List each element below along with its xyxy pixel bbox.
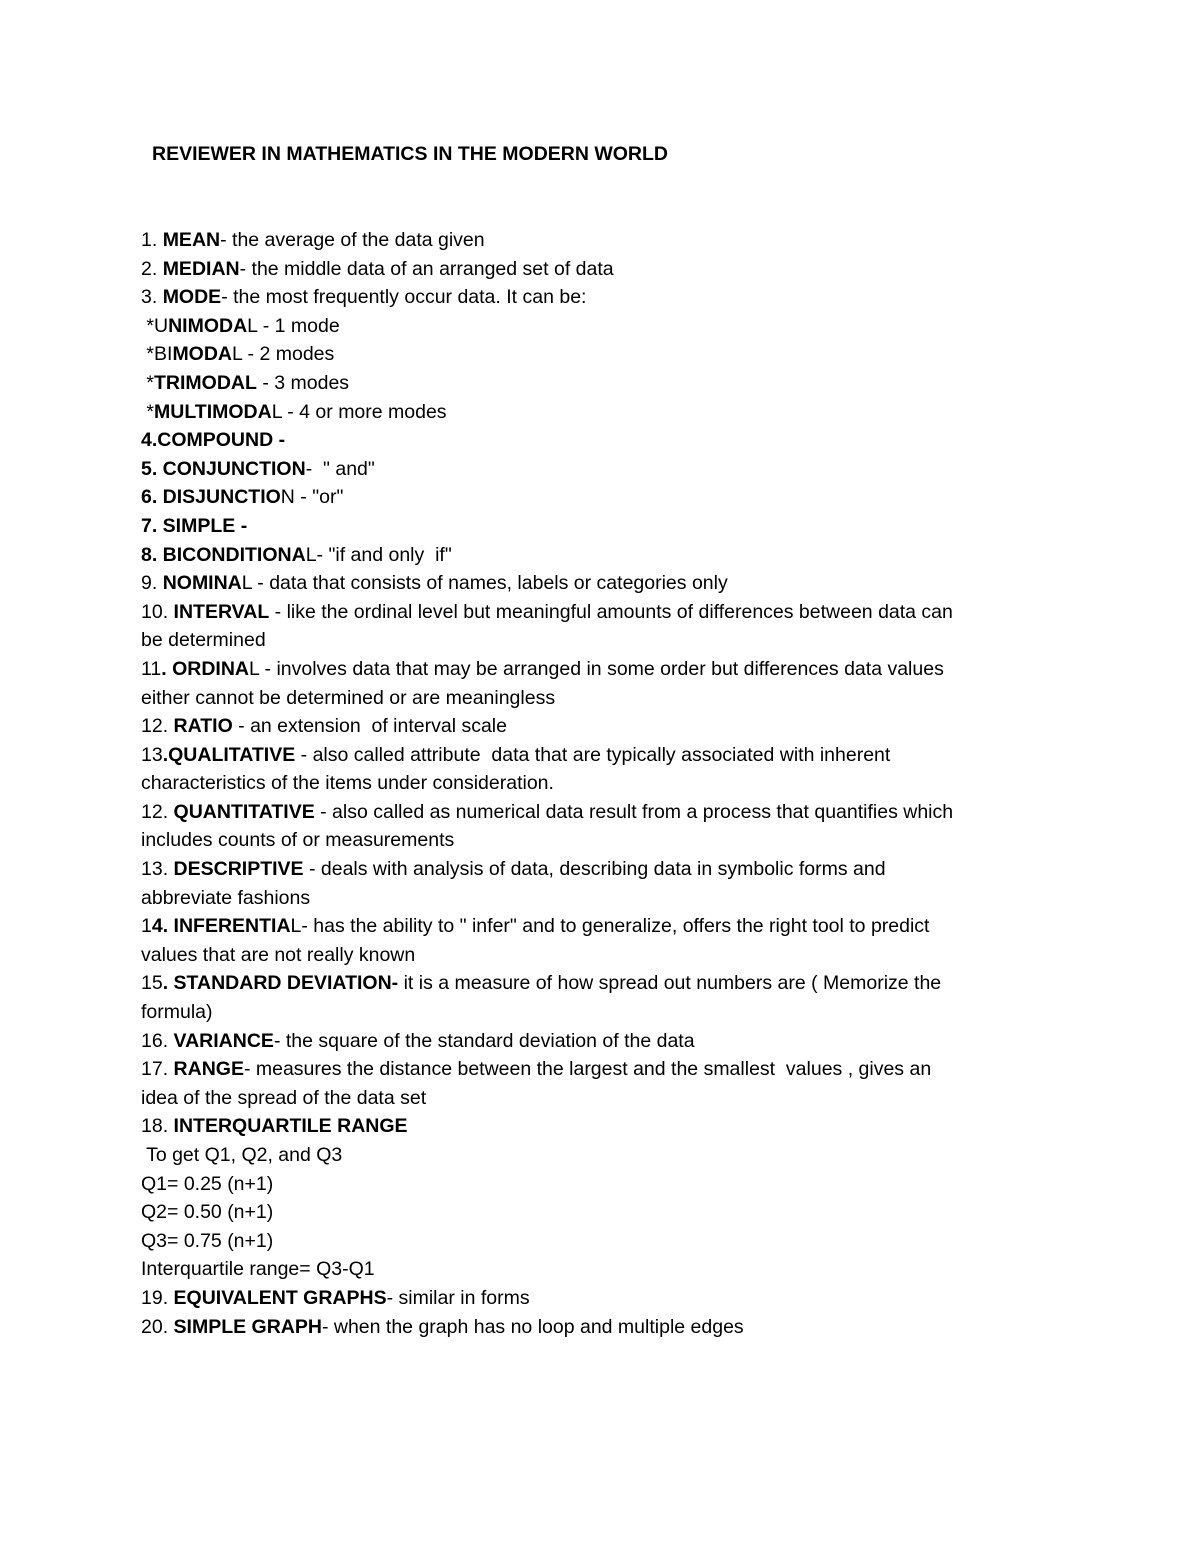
- text-run: values that are not really known: [141, 943, 416, 966]
- text-line: [141, 712, 1051, 741]
- text-run: 19.: [141, 1286, 174, 1309]
- text-run: Q2= 0.50 (n+1): [141, 1201, 274, 1224]
- text-run: - an extension of interval scale: [232, 715, 507, 738]
- text-line: [141, 941, 1051, 970]
- text-run: 3.: [141, 286, 163, 309]
- text-run: - similar in forms: [386, 1286, 530, 1309]
- text-run: Q1= 0.25 (n+1): [141, 1172, 274, 1195]
- bold-term: .QUALITATIVE: [162, 743, 296, 766]
- text-run: - when the graph has no loop and multiple edges: [321, 1315, 744, 1338]
- text-run: 18.: [141, 1115, 174, 1138]
- text-run: 13: [141, 743, 163, 766]
- text-run: L - 4 or more modes: [271, 400, 447, 423]
- text-line: [141, 1170, 1051, 1199]
- text-line: [141, 455, 1051, 484]
- text-run: *U: [141, 314, 169, 337]
- text-run: includes counts of or measurements: [141, 829, 455, 852]
- bold-term: VARIANCE: [173, 1029, 274, 1052]
- text-line: [141, 1084, 1051, 1113]
- text-run: - also called as numerical data result from a process that quantifies which: [314, 800, 954, 823]
- bold-term: 5. CONJUNCTION: [141, 457, 306, 480]
- text-line: [141, 398, 1051, 427]
- text-run: 12.: [141, 715, 174, 738]
- bold-term: DESCRIPTIVE: [173, 858, 304, 881]
- text-line: [141, 1141, 1051, 1170]
- text-run: L- has the ability to " infer" and to generalize, offers the right tool to predict: [290, 915, 930, 938]
- text-line: [141, 684, 1051, 713]
- text-line: [141, 998, 1051, 1027]
- text-line: [141, 741, 1051, 770]
- bold-term: MEDIAN: [162, 257, 240, 280]
- bold-term: 6. DISJUNCTIO: [141, 486, 281, 509]
- text-run: N - "or": [280, 486, 344, 509]
- text-line: [141, 340, 1051, 369]
- text-run: 17.: [141, 1058, 174, 1081]
- text-run: - the middle data of an arranged set of data: [239, 257, 614, 280]
- text-line: [141, 655, 1051, 684]
- text-run: Q3= 0.75 (n+1): [141, 1229, 274, 1252]
- text-line: [141, 1255, 1051, 1284]
- text-line: [141, 1227, 1051, 1256]
- text-line: [141, 226, 1051, 255]
- text-line: [141, 255, 1051, 284]
- text-line: [141, 283, 1051, 312]
- text-run: 9.: [141, 572, 163, 595]
- text-run: it is a measure of how spread out numbers are ( Memorize the: [398, 972, 942, 995]
- text-run: either cannot be determined or are meaningless: [141, 686, 556, 709]
- bold-term: NOMINA: [162, 572, 242, 595]
- text-run: - the average of the data given: [220, 229, 485, 251]
- bold-term: INTERVAL: [173, 600, 270, 623]
- text-run: L - 2 modes: [232, 343, 335, 366]
- text-run: - deals with analysis of data, describing data in symbolic forms and: [303, 858, 886, 881]
- text-line: [141, 769, 1051, 798]
- bold-term: MULTIMODA: [154, 400, 272, 423]
- text-line: [141, 541, 1051, 570]
- bold-term: 4. INFERENTIA: [151, 915, 291, 938]
- text-run: characteristics of the items under consideration.: [141, 772, 554, 795]
- text-line: [141, 884, 1051, 913]
- text-run: 15: [141, 972, 163, 995]
- bold-term: TRIMODAL: [154, 371, 257, 394]
- text-run: - 3 modes: [256, 371, 350, 394]
- text-line: [141, 483, 1051, 512]
- text-line: [141, 512, 1051, 541]
- text-line: [141, 912, 1051, 941]
- text-run: 11: [141, 657, 162, 680]
- bold-term: NIMODA: [168, 314, 248, 337]
- text-run: be determined: [141, 629, 266, 652]
- bold-term: QUANTITATIVE: [173, 800, 315, 823]
- text-run: *BI: [141, 343, 173, 366]
- bold-term: MEAN: [162, 229, 221, 251]
- text-line: [141, 369, 1051, 398]
- text-run: L - 1 mode: [247, 314, 340, 337]
- text-run: L - data that consists of names, labels or categories only: [241, 572, 728, 595]
- text-line: [141, 312, 1051, 341]
- bold-term: 4.COMPOUND -: [141, 429, 286, 452]
- text-run: - the most frequently occur data. It can be:: [221, 286, 587, 309]
- text-line: [141, 1055, 1051, 1084]
- text-line: [141, 855, 1051, 884]
- text-run: idea of the spread of the data set: [141, 1086, 427, 1109]
- document-title: REVIEWER IN MATHEMATICS IN THE MODERN WORLD: [152, 143, 669, 165]
- bold-term: SIMPLE GRAPH: [173, 1315, 322, 1338]
- text-run: abbreviate fashions: [141, 886, 311, 909]
- text-line: [141, 1284, 1051, 1313]
- text-line: [141, 569, 1051, 598]
- bold-term: . ORDINA: [161, 657, 249, 680]
- text-run: formula): [141, 1001, 213, 1024]
- text-run: - the square of the standard deviation of the data: [273, 1029, 695, 1052]
- bold-term: RANGE: [173, 1058, 244, 1081]
- bold-term: EQUIVALENT GRAPHS: [173, 1286, 387, 1309]
- document-body: [141, 226, 1051, 1341]
- text-run: 2.: [141, 257, 163, 280]
- bold-term: MODA: [172, 343, 233, 366]
- text-run: *: [141, 371, 155, 394]
- text-line: [141, 598, 1051, 627]
- bold-term: 8. BICONDITIONA: [141, 543, 306, 566]
- text-run: - measures the distance between the largest and the smallest values , gives an: [243, 1058, 932, 1081]
- text-run: Interquartile range= Q3-Q1: [141, 1258, 375, 1281]
- text-run: 10.: [141, 600, 174, 623]
- text-line: [141, 1198, 1051, 1227]
- text-line: [141, 798, 1051, 827]
- text-run: 20.: [141, 1315, 174, 1338]
- text-line: [141, 826, 1051, 855]
- bold-term: RATIO: [173, 715, 233, 738]
- text-line: [141, 626, 1051, 655]
- text-run: - like the ordinal level but meaningful amounts of differences between data can: [269, 600, 953, 623]
- text-run: To get Q1, Q2, and Q3: [141, 1144, 343, 1166]
- text-run: 13.: [141, 858, 174, 881]
- bold-term: MODE: [162, 286, 222, 309]
- text-run: L - involves data that may be arranged in some order but differences data values: [249, 657, 944, 680]
- text-line: [141, 426, 1051, 455]
- text-run: 16.: [141, 1029, 174, 1052]
- text-run: 12.: [141, 800, 174, 823]
- bold-term: INTERQUARTILE RANGE: [173, 1115, 408, 1138]
- text-run: 1.: [141, 229, 163, 251]
- text-run: 1: [141, 915, 152, 938]
- text-line: [141, 1112, 1051, 1141]
- text-run: - " and": [305, 457, 375, 480]
- text-line: [141, 1313, 1051, 1342]
- bold-term: . STANDARD DEVIATION-: [162, 972, 399, 995]
- bold-term: 7. SIMPLE -: [141, 514, 248, 537]
- text-line: [141, 1027, 1051, 1056]
- text-run: L- "if and only if": [305, 543, 452, 566]
- text-run: *: [141, 400, 155, 423]
- text-run: - also called attribute data that are typically associated with inherent: [295, 743, 891, 766]
- text-line: [141, 969, 1051, 998]
